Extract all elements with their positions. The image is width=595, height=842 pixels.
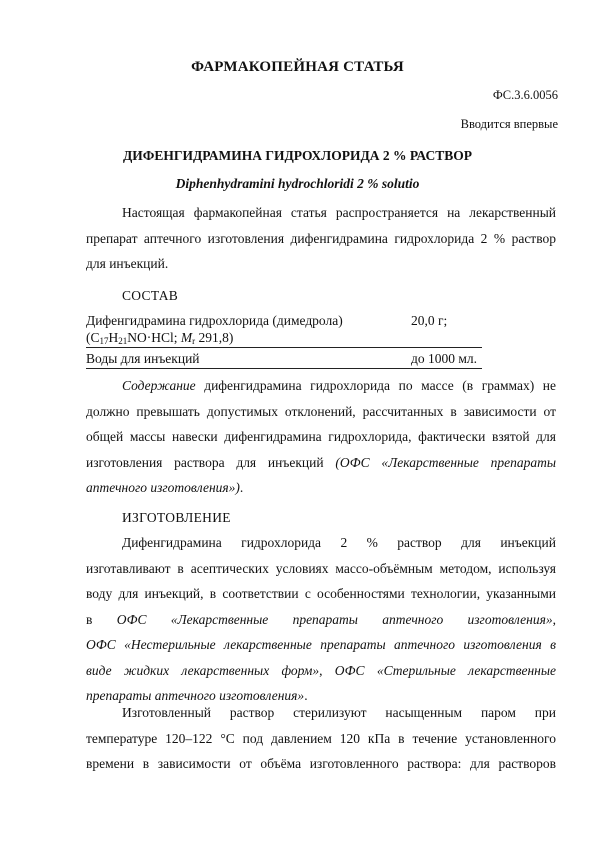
content-term: Содержание — [122, 378, 196, 393]
document-title: ФАРМАКОПЕЙНАЯ СТАТЬЯ — [191, 59, 404, 75]
monograph-name: ДИФЕНГИДРАМИНА ГИДРОХЛОРИДА 2 % РАСТВОР — [123, 148, 472, 163]
manufacturing-paragraph-1: Дифенгидрамина гидрохлорида 2 % раствор для инъекций изготавливают в асептических условиях массо-объёмным методом, используя воду для инъекций, в соответствии с особенностями технологии, указанными в ОФС «Лекарственные препараты аптечного изготовления», ОФС «Нестерильные лекарственные препараты аптечного изготовления в виде жидких лекарственных форм», ОФС «Стерильные лекарственные препараты аптечного изготовления». — [86, 535, 556, 703]
intro-line: для инъекций. — [86, 256, 169, 271]
composition-item-name: Дифенгидрамина гидрохлорида (димедрола) ($C_{17}H_{21}NO\cdot HCl$; $M_r$ 291,8) — [86, 313, 343, 346]
composition-heading: СОСТАВ — [122, 288, 179, 303]
composition-divider — [86, 368, 482, 369]
monograph-latin-name: Diphenhydramini hydrochloridi 2 % solutio — [175, 176, 420, 191]
composition-item-amount: до 1000 мл. — [411, 351, 478, 366]
composition-item-amount: 20,0 г; — [411, 313, 448, 328]
composition-item-name: Воды для инъекций — [86, 351, 200, 366]
composition-divider — [86, 347, 482, 348]
intro-line: Настоящая фармакопейная статья распространяется на лекарственный — [122, 205, 556, 220]
monograph-status: Вводится впервые — [460, 117, 558, 131]
manufacturing-paragraph-2: Изготовленный раствор стерилизуют насыщенным паром при температуре 120–122 °С под давлением 120 кПа в течение установленного времени в зависимости от объёма изготовленного раствора: для растворов — [86, 705, 556, 771]
chemical-formula: ($C_{17}H_{21}NO\cdot HCl$; $M_r$ 291,8) — [86, 330, 234, 346]
intro-line: препарат аптечного изготовления дифенгидрамина гидрохлорида 2 % раствор — [86, 230, 556, 246]
intro-paragraph — [86, 200, 556, 277]
content-paragraph: Содержание дифенгидрамина гидрохлорида по массе (в граммах) не должно превышать допустимых отклонений, рассчитанных в зависимости от общей массы навески дифенгидрамина гидрохлорида, фактически взятой для изготовления раствора для инъекций (ОФС «Лекарственные препараты аптечного изготовления»). — [86, 378, 556, 495]
manufacturing-heading: ИЗГОТОВЛЕНИЕ — [122, 510, 231, 525]
monograph-code: ФС.3.6.0056 — [492, 88, 558, 102]
